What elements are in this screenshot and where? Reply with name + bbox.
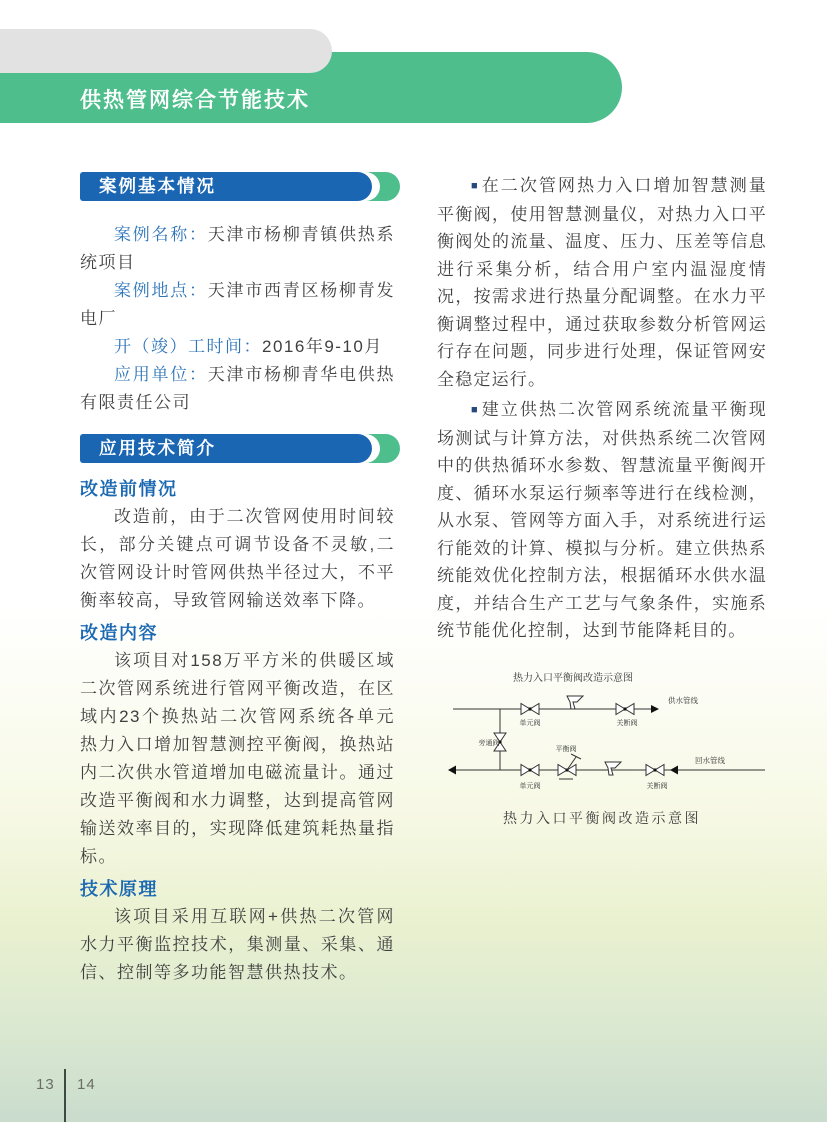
- banner-tech-intro-label: 应用技术简介: [80, 434, 372, 463]
- left-column: [80, 172, 395, 987]
- valve-center-dot: [654, 768, 657, 771]
- case-unit-line: [80, 361, 395, 417]
- banner-tech-intro: [80, 434, 400, 463]
- case-unit-label: 应用单位：: [114, 365, 208, 384]
- case-name-value: 天津市杨柳青镇供热系统项目: [80, 225, 395, 272]
- balance-valve-diagram: [437, 667, 767, 828]
- unit-valve-bottom-label: 单元阀: [519, 782, 541, 790]
- case-info-block: [80, 221, 395, 417]
- case-location-label: 案例地点：: [114, 281, 208, 300]
- flow-arrow-left-icon: [670, 765, 678, 774]
- paragraph-smart-valve: [437, 172, 767, 393]
- valve-center-dot: [529, 707, 532, 710]
- balance-valve-handle: [571, 754, 581, 759]
- header-gray-shape: [0, 29, 332, 73]
- shutoff-valve-top-label: 关断阀: [616, 719, 638, 727]
- sensor-flag-icon: [605, 762, 621, 775]
- flow-arrow-right-icon: [651, 705, 659, 713]
- case-unit-value: 天津市杨柳青华电供热有限责任公司: [80, 365, 395, 412]
- page-title: 供热管网综合节能技术: [80, 89, 310, 112]
- case-time-line: [80, 333, 395, 361]
- page-number-divider: [64, 1069, 66, 1122]
- banner-case-info-label: 案例基本情况: [80, 172, 372, 201]
- page-number-right: 14: [77, 1076, 96, 1093]
- unit-valve-top-label: 单元阀: [519, 719, 541, 727]
- case-location-line: [80, 277, 395, 333]
- square-bullet-icon: ■: [471, 180, 480, 192]
- case-name-label: 案例名称：: [114, 225, 208, 244]
- piping-schematic: [437, 667, 767, 802]
- flow-arrow-left-icon: [448, 765, 456, 774]
- supply-line-label: 供水管线: [668, 695, 698, 705]
- diagram-caption: 热力入口平衡阀改造示意图: [503, 809, 701, 826]
- page-number-left: 13: [36, 1076, 55, 1093]
- shutoff-valve-bottom-label: 关断阀: [646, 782, 668, 790]
- paragraph-retrofit-content: 该项目对158万平方米的供暖区域二次管网系统进行管网平衡改造，在区域内23个换热站二次管网系统各单元热力入口增加智慧测控平衡阀，换热站内二次供水管道增加电磁流量计。通过改造平衡阀和水力调整，达到提高管网输送效率目的，实现降低建筑耗热量指标。: [80, 651, 395, 866]
- paragraph-flow-balance: [437, 396, 767, 645]
- balance-valve-label: 平衡阀: [555, 745, 577, 753]
- right-column: [437, 172, 767, 828]
- diagram-inner-title: 热力入口平衡阀改造示意图: [513, 672, 633, 684]
- paragraph-pre-retrofit: 改造前，由于二次管网使用时间较长，部分关键点可调节设备不灵敏,二次管网设计时管网供热半径过大，不平衡率较高，导致管网输送效率下降。: [80, 507, 395, 610]
- paragraph-smart-valve-text: 在二次管网热力入口增加智慧测量平衡阀，使用智慧测量仪，对热力入口平衡阀处的流量、温度、压力、压差等信息进行采集分析，结合用户室内温湿度情况，按需求进行热量分配调整。在水力平衡调整过程中，通过获取参数分析管网运行存在问题，同步进行处理，保证管网安全稳定运行。: [437, 176, 767, 389]
- valve-center-dot: [529, 768, 532, 771]
- paragraph-flow-balance-text: 建立供热二次管网系统流量平衡现场测试与计算方法，对供热系统二次管网中的供热循环水参数、智慧流量平衡阀开度、循环水泵运行频率等进行在线检测，从水泵、管网等方面入手，对系统进行运行能效的计算、模拟与分析。建立供热系统能效优化控制方法，根据循环水供水温度，并结合生产工艺与气象条件，实施系统节能优化控制，达到节能降耗目的。: [437, 400, 767, 640]
- bypass-valve-label: 旁通阀: [478, 739, 500, 747]
- subheading-principle: 技术原理: [80, 879, 158, 899]
- sensor-flag-icon: [567, 696, 583, 709]
- return-line-label: 回水管线: [695, 755, 725, 765]
- case-time-label: 开（竣）工时间：: [114, 337, 262, 356]
- case-name-line: [80, 221, 395, 277]
- square-bullet-icon: ■: [471, 404, 480, 416]
- subheading-retrofit-content: 改造内容: [80, 623, 158, 643]
- subheading-pre-retrofit: 改造前情况: [80, 479, 178, 499]
- banner-case-info: [80, 172, 400, 201]
- paragraph-principle: 该项目采用互联网+供热二次管网水力平衡监控技术，集测量、采集、通信、控制等多功能智慧供热技术。: [80, 907, 395, 982]
- valve-center-dot: [624, 707, 627, 710]
- case-time-value: 2016年9-10月: [262, 337, 383, 356]
- case-location-value: 天津市西青区杨柳青发电厂: [80, 281, 395, 328]
